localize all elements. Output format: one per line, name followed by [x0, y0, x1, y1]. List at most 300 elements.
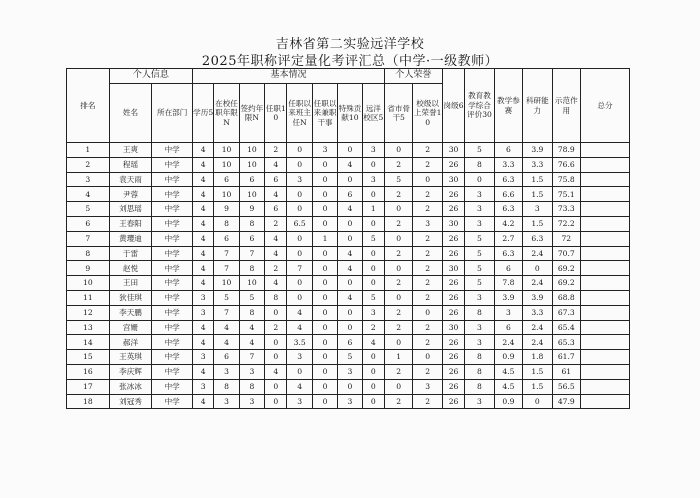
cell-position: 0	[265, 335, 287, 350]
cell-yuanyang: 3	[362, 172, 384, 187]
cell-post: 26	[442, 231, 464, 246]
cell-eval: 3	[465, 187, 494, 202]
cell-position: 2	[265, 261, 287, 276]
cell-class-teacher: 0	[287, 364, 312, 379]
cell-yuanyang: 4	[362, 335, 384, 350]
table-row	[67, 216, 630, 231]
cell-teaching: 6	[494, 320, 522, 335]
table-row	[67, 172, 630, 187]
cell-inschool-years: 10	[214, 157, 239, 172]
cell-contract-years: 7	[239, 350, 264, 365]
cell-total	[581, 172, 630, 187]
cell-total	[581, 187, 630, 202]
cell-name: 王春阳	[109, 216, 152, 231]
cell-research: 3.3	[523, 157, 552, 172]
cell-contract-years: 4	[239, 335, 264, 350]
cell-post: 26	[442, 276, 464, 291]
cell-research: 1.5	[523, 379, 552, 394]
cell-special: 6	[338, 335, 362, 350]
cell-demo: 72	[552, 231, 580, 246]
cell-dept: 中学	[152, 290, 193, 305]
cell-special: 3	[338, 394, 362, 409]
cell-edu: 4	[193, 143, 214, 158]
table-row	[67, 246, 630, 261]
table-row	[67, 290, 630, 305]
cell-eval: 5	[465, 143, 494, 158]
cell-name: 刘冠秀	[109, 394, 152, 409]
cell-inschool-years: 5	[214, 290, 239, 305]
cell-research: 1.5	[523, 172, 552, 187]
cell-demo: 65.4	[552, 320, 580, 335]
cell-school-honor: 2	[413, 364, 442, 379]
cell-rank: 11	[67, 290, 110, 305]
cell-research: 0	[523, 394, 552, 409]
cell-name: 李庆辉	[109, 364, 152, 379]
cell-provincial: 0	[384, 379, 412, 394]
header-dept: 所在部门	[152, 84, 193, 143]
cell-special: 0	[338, 379, 362, 394]
cell-yuanyang: 2	[362, 320, 384, 335]
cell-post: 26	[442, 202, 464, 217]
cell-inschool-years: 4	[214, 320, 239, 335]
cell-name: 王英琪	[109, 350, 152, 365]
cell-yuanyang: 0	[362, 364, 384, 379]
cell-eval: 8	[465, 364, 494, 379]
cell-contract-years: 10	[239, 157, 264, 172]
cell-total	[581, 157, 630, 172]
cell-yuanyang: 0	[362, 394, 384, 409]
cell-position: 0	[265, 379, 287, 394]
cell-edu: 3	[193, 379, 214, 394]
cell-dept: 中学	[152, 335, 193, 350]
cell-name: 黄璎迪	[109, 231, 152, 246]
cell-name: 狄佳琪	[109, 290, 152, 305]
header-contract-years: 签约年限N	[239, 84, 264, 143]
cell-special: 4	[338, 261, 362, 276]
cell-position: 4	[265, 276, 287, 291]
cell-contract-years: 8	[239, 305, 264, 320]
cell-inschool-years: 7	[214, 305, 239, 320]
cell-inschool-years: 8	[214, 216, 239, 231]
table-row	[67, 276, 630, 291]
cell-edu: 3	[193, 350, 214, 365]
cell-yuanyang: 3	[362, 143, 384, 158]
cell-part-time: 0	[312, 157, 337, 172]
cell-rank: 7	[67, 231, 110, 246]
cell-edu: 4	[193, 394, 214, 409]
cell-inschool-years: 6	[214, 172, 239, 187]
cell-teaching: 2.7	[494, 231, 522, 246]
cell-teaching: 6	[494, 261, 522, 276]
cell-demo: 65.3	[552, 335, 580, 350]
cell-research: 3.9	[523, 143, 552, 158]
cell-yuanyang: 0	[362, 350, 384, 365]
header-class-teacher: 任职以来班主任N	[287, 84, 312, 143]
cell-yuanyang: 5	[362, 290, 384, 305]
cell-demo: 75.1	[552, 187, 580, 202]
cell-part-time: 0	[312, 335, 337, 350]
cell-part-time: 0	[312, 379, 337, 394]
cell-position: 6	[265, 172, 287, 187]
cell-eval: 3	[465, 335, 494, 350]
cell-yuanyang: 0	[362, 216, 384, 231]
cell-provincial: 2	[384, 305, 412, 320]
cell-provincial: 0	[384, 231, 412, 246]
cell-edu: 3	[193, 305, 214, 320]
header-total: 总分	[581, 69, 630, 143]
cell-edu: 4	[193, 216, 214, 231]
cell-position: 8	[265, 290, 287, 305]
cell-part-time: 0	[312, 350, 337, 365]
cell-provincial: 5	[384, 172, 412, 187]
cell-class-teacher: 3	[287, 350, 312, 365]
cell-eval: 3	[465, 216, 494, 231]
cell-teaching: 3	[494, 305, 522, 320]
cell-eval: 5	[465, 261, 494, 276]
cell-edu: 4	[193, 276, 214, 291]
cell-provincial: 2	[384, 364, 412, 379]
document-subtitle: 2025年职称评定量化考评汇总（中学·一级教师）	[201, 54, 499, 69]
cell-position: 2	[265, 143, 287, 158]
cell-dept: 中学	[152, 379, 193, 394]
cell-demo: 72.2	[552, 216, 580, 231]
cell-school-honor: 2	[413, 246, 442, 261]
cell-demo: 70.7	[552, 246, 580, 261]
cell-research: 3.3	[523, 305, 552, 320]
cell-inschool-years: 9	[214, 202, 239, 217]
cell-position: 4	[265, 364, 287, 379]
cell-name: 尹蓉	[109, 187, 152, 202]
cell-eval: 3	[465, 394, 494, 409]
cell-name: 郝洋	[109, 335, 152, 350]
cell-dept: 中学	[152, 231, 193, 246]
cell-special: 0	[338, 305, 362, 320]
cell-school-honor: 3	[413, 216, 442, 231]
cell-school-honor: 2	[413, 335, 442, 350]
cell-special: 4	[338, 202, 362, 217]
cell-inschool-years: 8	[214, 379, 239, 394]
cell-part-time: 0	[312, 187, 337, 202]
cell-class-teacher: 6.5	[287, 216, 312, 231]
header-school-honor: 校级以上荣誉10	[413, 84, 442, 143]
cell-rank: 16	[67, 364, 110, 379]
cell-school-honor: 3	[413, 379, 442, 394]
cell-dept: 中学	[152, 261, 193, 276]
table-row	[67, 379, 630, 394]
table-row	[67, 261, 630, 276]
cell-provincial: 2	[384, 394, 412, 409]
cell-edu: 4	[193, 364, 214, 379]
cell-eval: 3	[465, 290, 494, 305]
cell-inschool-years: 10	[214, 276, 239, 291]
cell-total	[581, 143, 630, 158]
cell-yuanyang: 0	[362, 187, 384, 202]
cell-position: 4	[265, 246, 287, 261]
cell-inschool-years: 10	[214, 143, 239, 158]
cell-class-teacher: 4	[287, 305, 312, 320]
cell-class-teacher: 0	[287, 231, 312, 246]
cell-total	[581, 202, 630, 217]
cell-part-time: 0	[312, 364, 337, 379]
cell-demo: 68.8	[552, 290, 580, 305]
cell-total	[581, 379, 630, 394]
cell-inschool-years: 10	[214, 187, 239, 202]
cell-contract-years: 4	[239, 320, 264, 335]
cell-post: 26	[442, 305, 464, 320]
cell-teaching: 6	[494, 143, 522, 158]
cell-part-time: 0	[312, 202, 337, 217]
table-row	[67, 157, 630, 172]
cell-total	[581, 335, 630, 350]
cell-contract-years: 6	[239, 231, 264, 246]
header-position: 任职10	[265, 84, 287, 143]
cell-rank: 2	[67, 157, 110, 172]
header-special: 特殊贡献10	[338, 84, 362, 143]
cell-post: 26	[442, 394, 464, 409]
cell-special: 4	[338, 246, 362, 261]
cell-school-honor: 0	[413, 172, 442, 187]
cell-class-teacher: 0	[287, 290, 312, 305]
cell-eval: 8	[465, 379, 494, 394]
header-rank: 排名	[67, 69, 110, 143]
cell-class-teacher: 4	[287, 379, 312, 394]
cell-contract-years: 5	[239, 290, 264, 305]
cell-name: 宫姗	[109, 320, 152, 335]
cell-class-teacher: 0	[287, 143, 312, 158]
cell-rank: 3	[67, 172, 110, 187]
cell-rank: 12	[67, 305, 110, 320]
cell-special: 0	[338, 216, 362, 231]
cell-class-teacher: 0	[287, 276, 312, 291]
cell-post: 26	[442, 364, 464, 379]
cell-contract-years: 10	[239, 276, 264, 291]
cell-eval: 3	[465, 320, 494, 335]
table-row	[67, 394, 630, 409]
cell-position: 2	[265, 216, 287, 231]
cell-research: 1.5	[523, 187, 552, 202]
cell-yuanyang: 0	[362, 246, 384, 261]
cell-total	[581, 305, 630, 320]
cell-teaching: 2.4	[494, 335, 522, 350]
cell-special: 4	[338, 290, 362, 305]
cell-edu: 4	[193, 187, 214, 202]
cell-total	[581, 216, 630, 231]
cell-special: 0	[338, 276, 362, 291]
cell-demo: 75.8	[552, 172, 580, 187]
cell-position: 4	[265, 157, 287, 172]
cell-provincial: 0	[384, 290, 412, 305]
cell-total	[581, 320, 630, 335]
cell-demo: 69.2	[552, 276, 580, 291]
cell-special: 6	[338, 187, 362, 202]
header-provincial: 省市骨干5	[384, 84, 412, 143]
cell-research: 0	[523, 261, 552, 276]
cell-rank: 17	[67, 379, 110, 394]
cell-rank: 10	[67, 276, 110, 291]
cell-rank: 13	[67, 320, 110, 335]
cell-rank: 8	[67, 246, 110, 261]
cell-eval: 0	[465, 172, 494, 187]
cell-name: 刘思瑶	[109, 202, 152, 217]
cell-provincial: 2	[384, 216, 412, 231]
cell-yuanyang: 0	[362, 261, 384, 276]
cell-position: 2	[265, 320, 287, 335]
cell-name: 李天鹏	[109, 305, 152, 320]
cell-class-teacher: 3	[287, 172, 312, 187]
cell-contract-years: 6	[239, 172, 264, 187]
cell-part-time: 0	[312, 172, 337, 187]
document-title: 吉林省第二实验远洋学校	[275, 37, 425, 52]
cell-yuanyang: 0	[362, 276, 384, 291]
cell-inschool-years: 7	[214, 261, 239, 276]
cell-school-honor: 2	[413, 276, 442, 291]
cell-post: 26	[442, 246, 464, 261]
cell-provincial: 2	[384, 320, 412, 335]
cell-edu: 4	[193, 157, 214, 172]
cell-research: 2.4	[523, 335, 552, 350]
cell-total	[581, 231, 630, 246]
cell-teaching: 6.3	[494, 202, 522, 217]
cell-contract-years: 10	[239, 143, 264, 158]
cell-rank: 1	[67, 143, 110, 158]
cell-edu: 4	[193, 202, 214, 217]
cell-school-honor: 2	[413, 290, 442, 305]
cell-edu: 4	[193, 261, 214, 276]
header-name: 姓名	[109, 84, 152, 143]
table-row	[67, 350, 630, 365]
cell-class-teacher: 3.5	[287, 335, 312, 350]
cell-special: 0	[338, 143, 362, 158]
cell-inschool-years: 6	[214, 231, 239, 246]
cell-contract-years: 7	[239, 246, 264, 261]
cell-research: 1.8	[523, 350, 552, 365]
cell-dept: 中学	[152, 320, 193, 335]
cell-yuanyang: 0	[362, 379, 384, 394]
table-row	[67, 187, 630, 202]
cell-teaching: 6.6	[494, 187, 522, 202]
cell-rank: 18	[67, 394, 110, 409]
cell-part-time: 0	[312, 246, 337, 261]
cell-total	[581, 364, 630, 379]
cell-provincial: 2	[384, 276, 412, 291]
cell-post: 30	[442, 172, 464, 187]
header-yuanyang: 远洋校区5	[362, 84, 384, 143]
header-edu: 学历5	[193, 84, 214, 143]
header-part-time: 任职以来兼职干事	[312, 84, 337, 143]
cell-class-teacher: 0	[287, 246, 312, 261]
cell-contract-years: 10	[239, 187, 264, 202]
cell-inschool-years: 3	[214, 364, 239, 379]
table-row	[67, 364, 630, 379]
cell-edu: 4	[193, 172, 214, 187]
cell-name: 赵悦	[109, 261, 152, 276]
header-group-basic: 基本情况	[193, 69, 385, 84]
cell-school-honor: 2	[413, 187, 442, 202]
cell-special: 0	[338, 320, 362, 335]
cell-total	[581, 290, 630, 305]
cell-provincial: 2	[384, 246, 412, 261]
cell-contract-years: 3	[239, 394, 264, 409]
header-post: 岗级6	[442, 69, 464, 143]
cell-rank: 15	[67, 350, 110, 365]
cell-demo: 76.6	[552, 157, 580, 172]
cell-part-time: 0	[312, 290, 337, 305]
cell-provincial: 0	[384, 202, 412, 217]
header-group-personal: 个人信息	[109, 69, 192, 84]
cell-position: 0	[265, 394, 287, 409]
cell-rank: 9	[67, 261, 110, 276]
cell-contract-years: 9	[239, 202, 264, 217]
cell-teaching: 6.3	[494, 172, 522, 187]
header-inschool-years: 在校任职年限N	[214, 84, 239, 143]
cell-name: 王田	[109, 276, 152, 291]
cell-school-honor: 2	[413, 143, 442, 158]
cell-post: 26	[442, 157, 464, 172]
cell-provincial: 0	[384, 335, 412, 350]
cell-yuanyang: 0	[362, 157, 384, 172]
cell-part-time: 0	[312, 305, 337, 320]
cell-rank: 6	[67, 216, 110, 231]
cell-eval: 5	[465, 246, 494, 261]
cell-post: 26	[442, 335, 464, 350]
cell-post: 30	[442, 320, 464, 335]
cell-dept: 中学	[152, 202, 193, 217]
cell-part-time: 0	[312, 320, 337, 335]
cell-post: 26	[442, 350, 464, 365]
cell-contract-years: 3	[239, 364, 264, 379]
cell-teaching: 4.5	[494, 364, 522, 379]
cell-inschool-years: 6	[214, 350, 239, 365]
cell-dept: 中学	[152, 350, 193, 365]
cell-dept: 中学	[152, 246, 193, 261]
cell-research: 1.5	[523, 364, 552, 379]
header-eval: 教育教学综合评价30	[465, 69, 494, 143]
cell-yuanyang: 5	[362, 231, 384, 246]
cell-total	[581, 350, 630, 365]
cell-research: 2.4	[523, 246, 552, 261]
cell-rank: 4	[67, 187, 110, 202]
cell-demo: 67.3	[552, 305, 580, 320]
cell-post: 30	[442, 143, 464, 158]
cell-dept: 中学	[152, 305, 193, 320]
cell-name: 袁天雨	[109, 172, 152, 187]
cell-class-teacher: 0	[287, 187, 312, 202]
cell-demo: 78.9	[552, 143, 580, 158]
cell-dept: 中学	[152, 216, 193, 231]
cell-research: 3	[523, 202, 552, 217]
cell-edu: 4	[193, 335, 214, 350]
table-row	[67, 320, 630, 335]
cell-research: 2.4	[523, 320, 552, 335]
cell-name: 程瑶	[109, 157, 152, 172]
cell-inschool-years: 4	[214, 335, 239, 350]
cell-edu: 4	[193, 231, 214, 246]
cell-total	[581, 394, 630, 409]
cell-dept: 中学	[152, 364, 193, 379]
cell-eval: 5	[465, 231, 494, 246]
cell-eval: 5	[465, 276, 494, 291]
cell-total	[581, 276, 630, 291]
table-row	[67, 202, 630, 217]
cell-position: 4	[265, 231, 287, 246]
cell-teaching: 0.9	[494, 350, 522, 365]
cell-dept: 中学	[152, 172, 193, 187]
cell-research: 2.4	[523, 276, 552, 291]
cell-school-honor: 0	[413, 350, 442, 365]
cell-position: 0	[265, 350, 287, 365]
cell-yuanyang: 1	[362, 202, 384, 217]
cell-demo: 47.9	[552, 394, 580, 409]
